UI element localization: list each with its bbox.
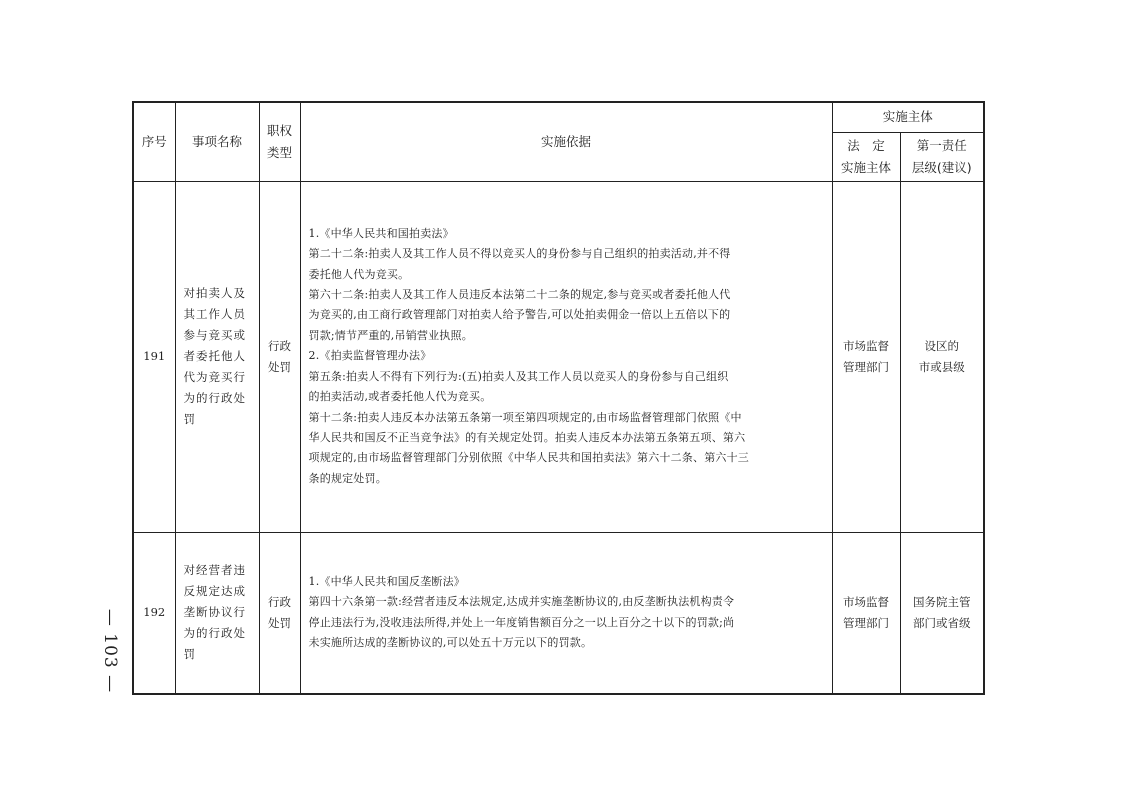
basis-line: 停止违法行为,没收违法所得,并处上一年度销售额百分之一以上百分之十以下的罚款;尚 — [308, 615, 735, 629]
row-power-type — [259, 532, 300, 694]
basis-line: 委托他人代为竞买。 — [308, 267, 410, 281]
col-header-legal-line1: 法 定 — [847, 137, 885, 153]
row-level-line2: 市或县级 — [918, 359, 965, 374]
row-basis — [300, 532, 832, 694]
row-legal-subject — [832, 532, 900, 694]
row-item-name: 对经营者违反规定达成垄断协议行为的行政处罚 — [175, 532, 259, 694]
col-header-responsibility-level — [900, 132, 984, 181]
basis-line: 第六十二条:拍卖人及其工作人员违反本法第二十二条的规定,参与竞买或者委托他人代 — [308, 288, 731, 302]
row-legal-subject-line2: 管理部门 — [843, 359, 889, 374]
basis-line: 1.《中华人民共和国拍卖法》 — [308, 226, 454, 240]
col-header-legal-line2: 实施主体 — [840, 159, 891, 175]
basis-line: 项规定的,由市场监督管理部门分别依照《中华人民共和国拍卖法》第六十二条、第六十三 — [308, 451, 749, 465]
basis-line: 第五条:拍卖人不得有下列行为:(五)拍卖人及其工作人员以竞买人的身份参与自己组织 — [308, 369, 729, 383]
row-responsibility-level — [900, 532, 984, 694]
basis-line: 华人民共和国反不正当竞争法》的有关规定处罚。拍卖人违反本办法第五条第五项、第六 — [308, 430, 746, 444]
row-level-line1: 设区的 — [924, 338, 959, 353]
col-header-type — [259, 102, 300, 181]
basis-line: 第二十二条:拍卖人及其工作人员不得以竞买人的身份参与自己组织的拍卖活动,并不得 — [308, 247, 731, 261]
table-row — [133, 532, 984, 694]
basis-line: 第四十六条第一款:经营者违反本法规定,达成并实施垄断协议的,由反垄断执法机构责令 — [308, 595, 735, 609]
col-header-type-line1: 职权 — [266, 122, 292, 138]
basis-line: 的拍卖活动,或者委托他人代为竞买。 — [308, 390, 492, 404]
row-legal-subject-line1: 市场监督 — [843, 338, 889, 353]
row-responsibility-level — [900, 181, 984, 532]
row-level-line2: 部门或省级 — [913, 615, 971, 630]
col-header-level-line1: 第一责任 — [916, 137, 967, 153]
basis-line: 2.《拍卖监督管理办法》 — [308, 349, 432, 363]
col-header-type-line2: 类型 — [266, 144, 292, 160]
col-header-seq: 序号 — [133, 102, 175, 181]
row-legal-subject-line2: 管理部门 — [843, 615, 889, 630]
row-power-type-line1: 行政 — [268, 594, 291, 609]
basis-line: 1.《中华人民共和国反垄断法》 — [308, 574, 465, 588]
col-header-name: 事项名称 — [175, 102, 259, 181]
enforcement-items-table — [132, 101, 985, 695]
col-header-level-line2: 层级(建议) — [911, 159, 972, 175]
row-legal-subject — [832, 181, 900, 532]
row-power-type-line2: 处罚 — [268, 359, 291, 374]
basis-line: 条的规定处罚。 — [308, 471, 387, 485]
col-header-basis: 实施依据 — [300, 102, 832, 181]
row-basis — [300, 181, 832, 532]
basis-line: 为竞买的,由工商行政管理部门对拍卖人给予警告,可以处拍卖佣金一倍以上五倍以下的 — [308, 308, 731, 322]
col-header-legal-subject — [832, 132, 900, 181]
row-level-line1: 国务院主管 — [913, 594, 971, 609]
table-row — [133, 181, 984, 532]
row-legal-subject-line1: 市场监督 — [843, 594, 889, 609]
page-number — [96, 596, 124, 706]
row-power-type-line1: 行政 — [268, 338, 291, 353]
row-power-type — [259, 181, 300, 532]
basis-line: 未实施所达成的垄断协议的,可以处五十万元以下的罚款。 — [308, 636, 593, 650]
page-number-text: — 103 — — [100, 608, 120, 694]
row-item-name: 对拍卖人及其工作人员参与竞买或者委托他人代为竞买行为的行政处罚 — [175, 181, 259, 532]
header-row-top — [133, 102, 984, 132]
row-power-type-line2: 处罚 — [268, 615, 291, 630]
basis-line: 第十二条:拍卖人违反本办法第五条第一项至第四项规定的,由市场监督管理部门依照《中 — [308, 410, 742, 424]
col-header-subject-group: 实施主体 — [832, 102, 984, 132]
row-seq: 191 — [133, 181, 175, 532]
row-seq: 192 — [133, 532, 175, 694]
basis-line: 罚款;情节严重的,吊销营业执照。 — [308, 328, 473, 342]
